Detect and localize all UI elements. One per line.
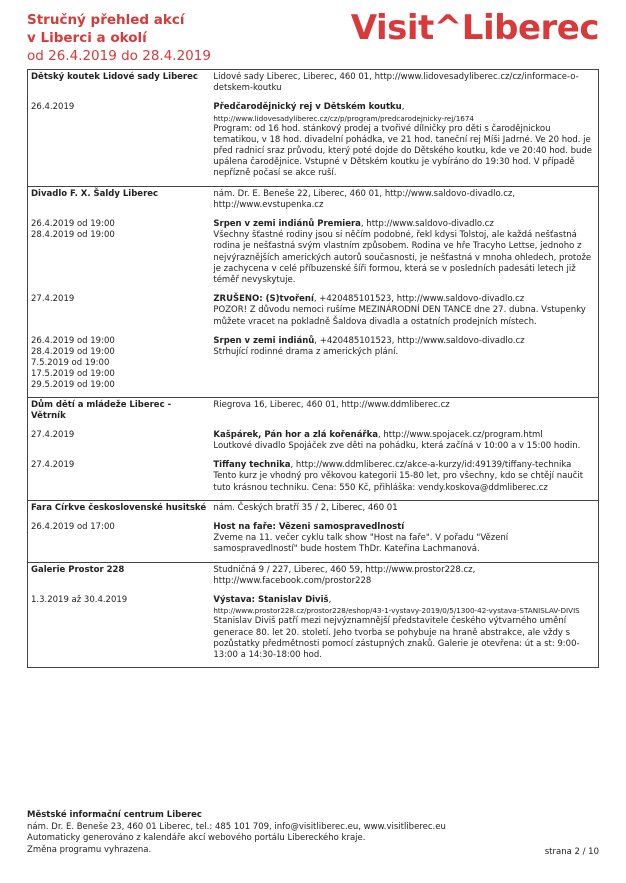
venue-name: Fara Církve československé husitské <box>31 502 207 513</box>
event-details <box>210 428 598 452</box>
event-row <box>28 458 598 500</box>
event-details <box>210 292 598 328</box>
event-row <box>28 334 598 397</box>
venue-block <box>28 186 598 397</box>
event-heading <box>213 219 595 230</box>
event-description: Všechny šťastné rodiny jsou si něčím podobné, řekl kdysi Tolstoj, ale každá nešťastná rodina je nešťastná svým vlastním způsobem. Rodina ve hře Tracyho Lettse, jednoho z nejvýraznějších amerických autorů současnosti, je nešťastná v mnoha ohledech, protože je zachycena v celé příbuzenské šíři formou, která se v posledních padesáti letech již téměř nevyskytuje. <box>213 230 592 286</box>
event-description: Strhující rodinné drama z amerických plání. <box>213 347 399 358</box>
event-dates <box>28 428 210 452</box>
visit-liberec-logo: Visit^Liberec <box>350 8 599 48</box>
event-title: Host na faře: Vězeni samospravedlností <box>213 522 405 533</box>
event-description: Loutkové divadlo Spojáček zve děti na pohádku, která začíná v 10:00 a v 15:00 hodin. <box>213 441 581 452</box>
event-details <box>210 520 598 556</box>
venue-row <box>28 187 598 217</box>
event-dates <box>28 593 210 661</box>
venue-block <box>28 397 598 500</box>
event-description: POZOR! Z důvodu nemoci rušíme MEZINÁRODNÍ DEN TANCE dne 27. dubna. Vstupenky můžete vracet na pokladně Šaldova divadla a ostatních prodejních místech. <box>213 305 586 327</box>
event-details <box>210 217 598 286</box>
event-dates <box>28 292 210 328</box>
event-details <box>210 334 598 391</box>
event-title: Tiffany technika <box>213 460 291 471</box>
venue-address: Lidové sady Liberec, Liberec, 460 01, http://www.lidovesadyliberec.cz/cz/informace-o-detskem-koutku <box>213 72 579 94</box>
event-url-link[interactable]: http://www.prostor228.cz/prostor228/eshop/43-1-vystavy-2019/0/5/1300-42-vystava-STANISLAV-DIVIS <box>213 606 580 616</box>
title-line-1: Stručný přehled akcí <box>27 12 185 28</box>
event-contact: , +420485101523, http://www.saldovo-divadlo.cz <box>313 294 525 305</box>
event-description: Stanislav Diviš patří mezi nejvýznamnější představitele českého výtvarného umění generace 80. let 20. století. Jeho tvorba se pohybuje na hraně abstrakce, ale vždy s pozůstatky předmětnosti pomocí zástupných znaků. Galerie je otevřena: út a st: 9:00-13:00 a 14:30-18:00 hod. <box>213 616 580 660</box>
event-dates <box>28 334 210 391</box>
venue-block <box>28 70 598 186</box>
event-title: Výstava: Stanislav Diviš <box>213 595 329 606</box>
events-table <box>27 69 599 668</box>
event-date: 27.4.2019 <box>31 460 75 471</box>
venue-address: Riegrova 16, Liberec, 460 01, http://www.ddmliberec.cz <box>213 399 450 410</box>
event-heading <box>213 430 595 441</box>
event-date: 26.4.2019 od 19:00 <box>31 335 115 346</box>
date-range: od 26.4.2019 do 28.4.2019 <box>27 48 211 64</box>
event-date: 26.4.2019 od 19:00 <box>31 219 115 230</box>
venue-name: Dům dětí a mládeže Liberec - Větrník <box>31 399 172 421</box>
title-line-2: v Liberci a okolí <box>27 30 147 46</box>
venue-name: Divadlo F. X. Šaldy Liberec <box>31 188 159 199</box>
event-title: Srpen v zemi indiánů Premiera <box>213 219 361 230</box>
footer <box>27 810 599 856</box>
event-contact: , <box>401 102 405 113</box>
event-date: 26.4.2019 od 17:00 <box>31 522 115 533</box>
venue-address: nám. Českých bratří 35 / 2, Liberec, 460 01 <box>213 502 398 513</box>
event-contact: , http://www.spojacek.cz/program.html <box>378 429 543 440</box>
event-description: Zveme na 11. večer cyklu talk show "Host na faře". V pořadu "Vězení samospravedlností" bude hostem ThDr. Kateřina Lachmanová. <box>213 533 509 555</box>
event-details <box>210 100 598 179</box>
event-url-link[interactable]: http://www.lidovesadyliberec.cz/cz/p/program/predcarodejnicky-rej/1674 <box>213 113 474 123</box>
footer-address: nám. Dr. E. Beneše 23, 460 01 Liberec, tel.: 485 101 709, info@visitliberec.eu, www.visitliberec.eu <box>27 821 446 832</box>
event-date: 1.3.2019 až 30.4.2019 <box>31 595 128 606</box>
event-title: Kašpárek, Pán hor a zlá kořenářka <box>213 429 379 440</box>
event-date: 27.4.2019 <box>31 294 75 305</box>
event-contact: , <box>328 595 332 606</box>
event-title: ZRUŠENO: (S)tvoření <box>213 294 314 305</box>
venue-address: nám. Dr. E. Beneše 22, Liberec, 460 01, http://www.saldovo-divadlo.cz, http://www.evstupenka.cz <box>213 188 516 210</box>
event-description: Tento kurz je vhodný pro věkovou kategorii 15-80 let, pro všechny, kdo se chtějí naučit tuto krásnou techniku. Cena: 550 Kč, přihláška: vendy.koskova@ddmliberec.cz <box>213 471 584 493</box>
venue-row <box>28 501 598 520</box>
event-row <box>28 428 598 458</box>
event-dates <box>28 520 210 556</box>
event-details <box>210 593 598 661</box>
event-contact: , +420485101523, http://www.saldovo-divadlo.cz <box>314 335 525 346</box>
event-dates <box>28 100 210 179</box>
event-date: 28.4.2019 od 19:00 <box>31 230 115 241</box>
event-date: 29.5.2019 od 19:00 <box>31 379 115 390</box>
footer-org: Městské informační centrum Liberec <box>27 810 202 820</box>
event-row <box>28 292 598 334</box>
event-heading <box>213 522 595 533</box>
event-heading <box>213 460 595 471</box>
event-row <box>28 100 598 185</box>
venue-row <box>28 70 598 100</box>
event-row <box>28 520 598 562</box>
event-dates <box>28 458 210 494</box>
venue-block <box>28 562 598 667</box>
event-date: 7.5.2019 od 19:00 <box>31 357 110 368</box>
event-contact: , http://www.ddmliberec.cz/akce-a-kurzy/id:49139/tiffany-technika <box>290 460 572 471</box>
venue-address: Studničná 9 / 227, Liberec, 460 59, http://www.prostor228.cz, http://www.facebook.com/prostor228 <box>213 564 476 586</box>
event-title: Srpen v zemi indiánů <box>213 335 315 346</box>
event-row <box>28 593 598 667</box>
event-title: Předčarodějnický rej v Dětském koutku <box>213 102 402 113</box>
footer-note-change: Změna programu vyhrazena. <box>27 844 152 855</box>
footer-note-generated: Automaticky generováno z kalendáře akcí webového portálu Libereckého kraje. <box>27 833 366 843</box>
event-description: Program: od 16 hod. stánkový prodej a tvořivé dílničky pro děti s čarodějnickou tematikou, v 18 hod. divadelní pohádka, ve 21 hod. taneční rej Míši Jadrné. Ve 20 hod. je před radnicí sraz průvodu, který poté dojde do Dětského koutku, kde ve 20:40 hod. bude upálena čarodějnice. Vstupné v Dětském koutku je vybíráno do 19:30 hod. V případě nepřízně počasí se akce ruší. <box>213 123 593 179</box>
event-date: 17.5.2019 od 19:00 <box>31 368 115 379</box>
event-dates <box>28 217 210 286</box>
venue-row <box>28 563 598 593</box>
page-number: strana 2 / 10 <box>544 847 599 857</box>
venue-name: Dětský koutek Lidové sady Liberec <box>31 72 198 82</box>
event-details <box>210 458 598 494</box>
event-heading <box>213 102 595 113</box>
document-title <box>27 11 287 65</box>
event-date: 26.4.2019 <box>31 102 75 113</box>
event-heading <box>213 595 595 606</box>
venue-row <box>28 398 598 428</box>
event-row <box>28 217 598 292</box>
event-heading <box>213 336 595 347</box>
event-heading <box>213 294 595 305</box>
event-date: 28.4.2019 od 19:00 <box>31 346 115 357</box>
venue-block <box>28 500 598 562</box>
event-date: 27.4.2019 <box>31 429 75 440</box>
venue-name: Galerie Prostor 228 <box>31 564 125 575</box>
event-contact: , http://www.saldovo-divadlo.cz <box>360 219 494 230</box>
